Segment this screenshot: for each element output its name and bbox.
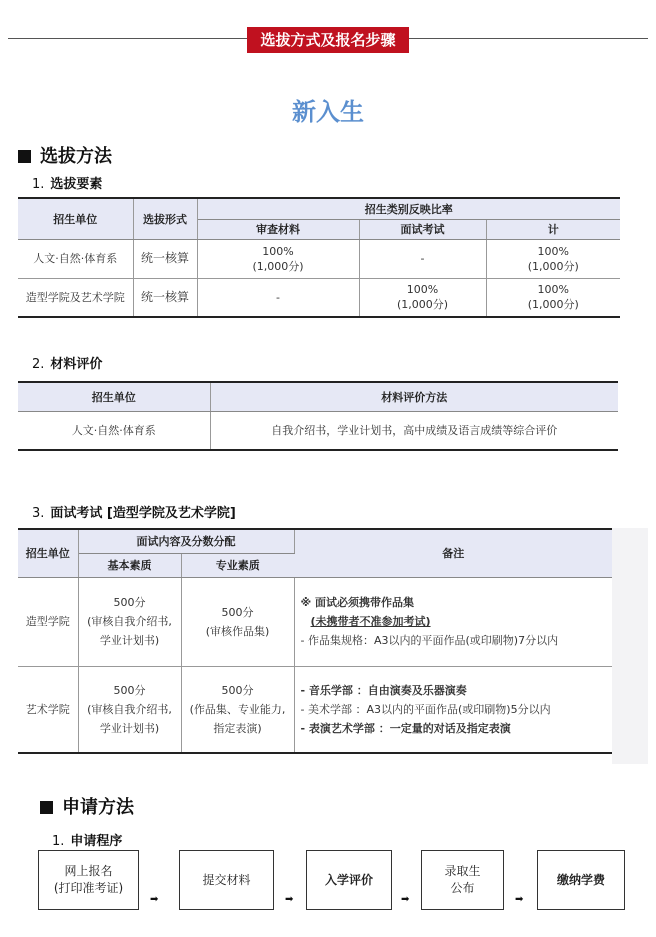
th-unit: 招生单位 xyxy=(18,198,133,239)
flow-step-admission-evaluation: 入学评价 xyxy=(306,850,392,910)
square-bullet-icon xyxy=(40,801,53,814)
cell-unit: 造型学院及艺术学院 xyxy=(18,278,133,317)
th-material: 审查材料 xyxy=(197,219,359,239)
cell-total: 100% (1,000分) xyxy=(486,278,620,317)
cell-remark: ※ 面试必须携带作品集 (未携带者不准参加考试) - 作品集规格：A3以内的平面作品(或印刷物)7分以内 xyxy=(294,577,612,666)
arrow-right-icon: ➡ xyxy=(285,894,294,905)
cell-interview: 100% (1,000分) xyxy=(359,278,486,317)
th-prof: 专业素质 xyxy=(181,553,294,577)
th-total: 计 xyxy=(486,219,620,239)
cell-method: 自我介绍书，学业计划书，高中成绩及语言成绩等综合评价 xyxy=(210,411,618,450)
cell-interview: - xyxy=(359,239,486,278)
banner-title: 选拔方式及报名步骤 xyxy=(247,27,409,53)
subheading-material-evaluation: 2. 材料评价 xyxy=(32,357,103,372)
cell-form: 统一核算 xyxy=(133,278,197,317)
th-remark: 备注 xyxy=(294,529,612,577)
th-content: 面试内容及分数分配 xyxy=(78,529,294,553)
section-heading-application xyxy=(40,793,134,819)
cell-material: - xyxy=(197,278,359,317)
arrow-right-icon: ➡ xyxy=(401,894,410,905)
section-heading-text: 选拔方法 xyxy=(40,146,112,167)
table-row xyxy=(18,411,618,450)
cell-unit: 艺术学院 xyxy=(18,666,78,753)
cell-unit: 造型学院 xyxy=(18,577,78,666)
th-unit: 招生单位 xyxy=(18,382,210,411)
cell-material: 100% (1,000分) xyxy=(197,239,359,278)
section-heading-selection xyxy=(18,142,112,168)
page-title: 新入生 xyxy=(292,98,364,126)
material-evaluation-table xyxy=(18,381,618,451)
table-row xyxy=(18,239,620,278)
background-strip xyxy=(612,528,648,764)
table-row xyxy=(18,666,612,753)
interview-table xyxy=(18,528,612,754)
arrow-right-icon: ➡ xyxy=(150,894,159,905)
section-heading-text: 申请方法 xyxy=(62,797,134,818)
cell-prof: 500分 (审核作品集) xyxy=(181,577,294,666)
cell-basic: 500分 (审核自我介绍书, 学业计划书) xyxy=(78,577,181,666)
th-interview: 面试考试 xyxy=(359,219,486,239)
table-row xyxy=(18,278,620,317)
cell-total: 100% (1,000分) xyxy=(486,239,620,278)
th-method: 材料评价方法 xyxy=(210,382,618,411)
cell-unit: 人文·自然·体育系 xyxy=(18,411,210,450)
flow-step-submit-materials: 提交材料 xyxy=(179,850,274,910)
selection-elements-table xyxy=(18,197,620,318)
cell-form: 统一核算 xyxy=(133,239,197,278)
subheading-selection-elements: 1. 选拔要素 xyxy=(32,177,103,192)
table-row xyxy=(18,577,612,666)
th-unit: 招生单位 xyxy=(18,529,78,577)
arrow-right-icon: ➡ xyxy=(515,894,524,905)
th-form: 选拔形式 xyxy=(133,198,197,239)
th-basic: 基本素质 xyxy=(78,553,181,577)
subheading-interview: 3. 面试考试 [造型学院及艺术学院] xyxy=(32,506,236,521)
cell-remark: - 音乐学部 ：自由演奏及乐器演奏 - 美术学部 ：A3以内的平面作品(或印刷物)5分以内 - 表演艺术学部 ：一定量的对话及指定表演 xyxy=(294,666,612,753)
square-bullet-icon xyxy=(18,150,31,163)
cell-prof: 500分 (作品集、专业能力, 指定表演) xyxy=(181,666,294,753)
cell-unit: 人文·自然·体育系 xyxy=(18,239,133,278)
flow-step-admission-announcement: 录取生 公布 xyxy=(421,850,504,910)
flow-step-online-registration: 网上报名 (打印准考证) xyxy=(38,850,139,910)
cell-basic: 500分 (审核自我介绍书, 学业计划书) xyxy=(78,666,181,753)
flow-step-pay-tuition: 缴纳学费 xyxy=(537,850,625,910)
th-ratio: 招生类别反映比率 xyxy=(197,198,620,219)
subheading-application-procedure: 1. 申请程序 xyxy=(52,834,123,849)
